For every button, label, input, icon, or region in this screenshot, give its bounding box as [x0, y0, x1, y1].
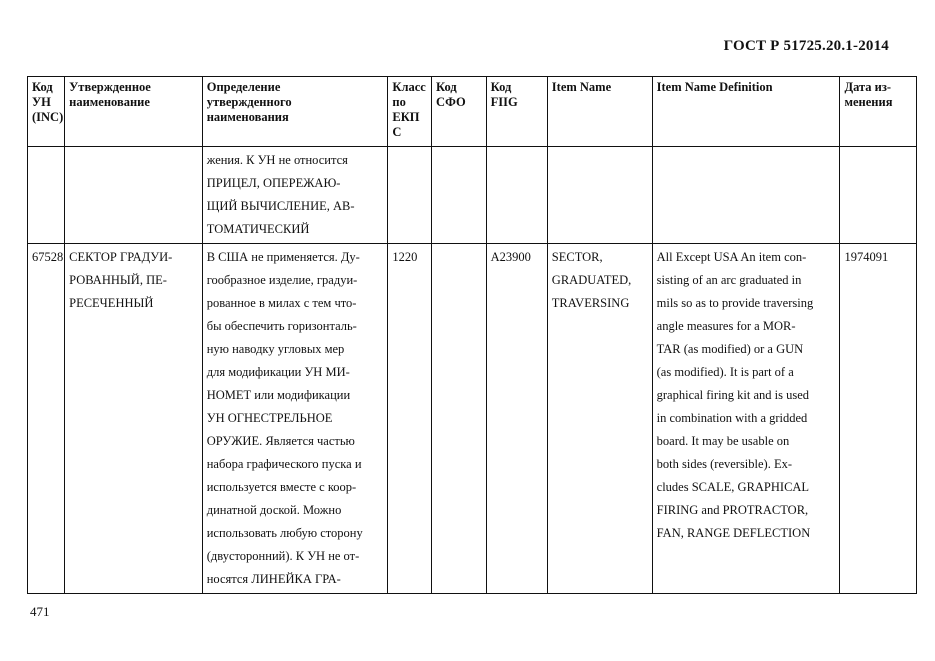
header-line: Утвержденное	[69, 80, 151, 94]
cell-line: TAR (as modified) or a GUN	[656, 342, 804, 356]
cell-line: бы обеспечить горизонталь-	[206, 319, 357, 333]
cell-line: УН ОГНЕСТРЕЛЬНОЕ	[206, 411, 333, 425]
cell-fiig	[486, 147, 547, 244]
cell-line: РОВАННЫЙ, ПЕ-	[69, 273, 167, 287]
cell-definition	[202, 147, 388, 244]
cell-approved-name	[65, 147, 203, 244]
header-line: наименования	[206, 110, 289, 124]
cell-line: FIRING and PROTRACTOR,	[656, 503, 809, 517]
header-change-date	[840, 77, 917, 147]
cell-item-definition	[652, 147, 840, 244]
cell-line: board. It may be usable on	[656, 434, 790, 448]
cell-sfo	[432, 244, 487, 594]
header-line: Item Name	[551, 80, 612, 94]
cell-line: cludes SCALE, GRAPHICAL	[656, 480, 810, 494]
header-line: С	[392, 125, 402, 139]
header-sfo	[432, 77, 487, 147]
header-line: Класс	[392, 80, 426, 94]
header-item-definition	[652, 77, 840, 147]
table-row	[28, 244, 917, 594]
header-line: Код	[436, 80, 457, 94]
cell-line: mils so as to provide traversing	[656, 296, 814, 310]
cell-line: рованное в милах с тем что-	[206, 296, 357, 310]
cell-item-name	[547, 147, 652, 244]
header-line: Код	[490, 80, 512, 94]
cell-class: 1220	[388, 244, 432, 594]
table-header-row	[28, 77, 917, 147]
cell-line: НОМЕТ или модификации	[206, 388, 351, 402]
cell-line: angle measures for a MOR-	[656, 319, 796, 333]
cell-line: использовать любую сторону	[206, 526, 363, 540]
cell-line: для модификации УН МИ-	[206, 365, 350, 379]
cell-line: (двусторонний). К УН не от-	[206, 549, 360, 563]
cell-line: graphical firing kit and is used	[656, 388, 810, 402]
page-number: 471	[30, 604, 50, 619]
cell-line: GRADUATED,	[551, 273, 632, 287]
table-row	[28, 147, 917, 244]
cell-line: in combination with a gridded	[656, 411, 808, 425]
header-line: ЕКП	[392, 110, 420, 124]
cell-line: ТОМАТИЧЕСКИЙ	[206, 222, 310, 236]
header-line: Дата из-	[844, 80, 892, 94]
header-line: по	[392, 95, 406, 109]
cell-line: СЕКТОР ГРАДУИ-	[69, 250, 173, 264]
cell-line: sisting of an arc graduated in	[656, 273, 802, 287]
cell-line: (as modified). It is part of a	[656, 365, 794, 379]
cell-item-definition	[652, 244, 840, 594]
header-line: УН	[32, 95, 51, 109]
cell-change-date: 1974091	[840, 244, 917, 594]
header-class	[388, 77, 432, 147]
header-definition	[202, 77, 388, 147]
cell-line: РЕСЕЧЕННЫЙ	[69, 296, 154, 310]
cell-line: TRAVERSING	[551, 296, 630, 310]
header-approved-name	[65, 77, 203, 147]
header-line: Item Name Definition	[656, 80, 773, 94]
cell-line: носятся ЛИНЕЙКА ГРА-	[206, 572, 341, 586]
header-line: наименование	[69, 95, 150, 109]
header-line: СФО	[436, 95, 466, 109]
cell-line: both sides (reversible). Ex-	[656, 457, 793, 471]
header-line: Определение	[206, 80, 281, 94]
cell-line: гообразное изделие, градуи-	[206, 273, 358, 287]
cell-line: All Except USA An item con-	[656, 250, 807, 264]
cell-line: SECTOR,	[551, 250, 603, 264]
cell-line: ПРИЦЕЛ, ОПЕРЕЖАЮ-	[206, 176, 341, 190]
header-inc	[28, 77, 65, 147]
header-line: менения	[844, 95, 893, 109]
cell-line: В США не применяется. Ду-	[206, 250, 360, 264]
cell-class	[388, 147, 432, 244]
document-code: ГОСТ Р 51725.20.1-2014	[723, 38, 889, 54]
cell-change-date	[840, 147, 917, 244]
cell-item-name	[547, 244, 652, 594]
header-fiig	[486, 77, 547, 147]
header-line: FIIG	[490, 95, 518, 109]
catalog-table	[27, 76, 917, 594]
cell-inc: 67528	[28, 244, 65, 594]
cell-line: динатной доской. Можно	[206, 503, 342, 517]
cell-line: ОРУЖИЕ. Является частью	[206, 434, 355, 448]
cell-inc	[28, 147, 65, 244]
header-line: Код	[32, 80, 53, 94]
cell-line: ную наводку угловых мер	[206, 342, 345, 356]
cell-definition	[202, 244, 388, 594]
cell-sfo	[432, 147, 487, 244]
header-item-name	[547, 77, 652, 147]
cell-line: ЩИЙ ВЫЧИСЛЕНИЕ, АВ-	[206, 199, 355, 213]
header-line: (INC)	[32, 110, 64, 124]
cell-approved-name	[65, 244, 203, 594]
header-line: утвержденного	[206, 95, 292, 109]
cell-line: FAN, RANGE DEFLECTION	[656, 526, 811, 540]
cell-line: жения. К УН не относится	[206, 153, 348, 167]
cell-line: набора графического пуска и	[206, 457, 362, 471]
cell-line: используется вместе с коор-	[206, 480, 357, 494]
cell-fiig: A23900	[486, 244, 547, 594]
